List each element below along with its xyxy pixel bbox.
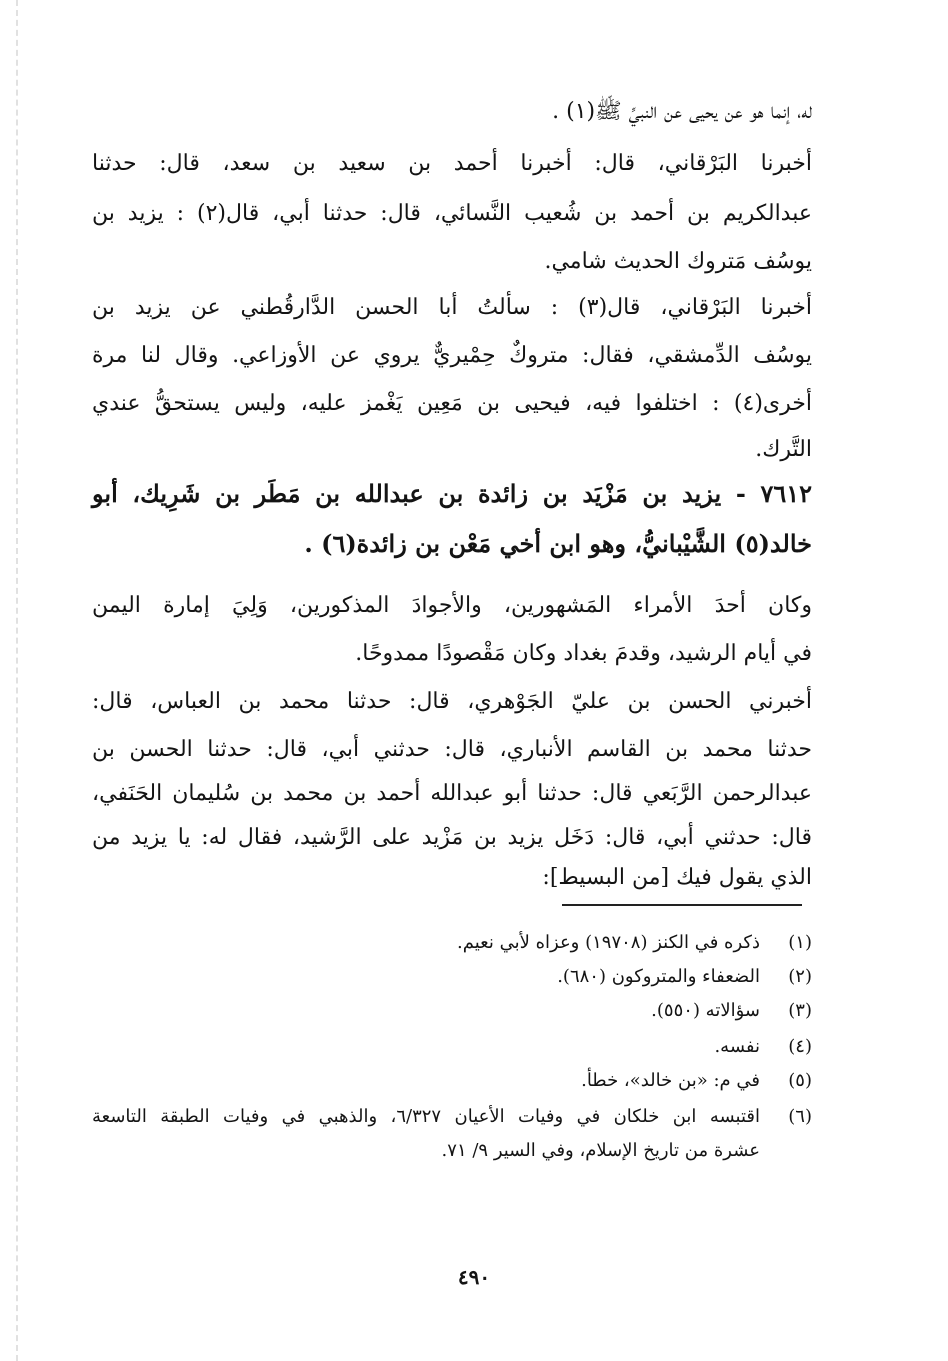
footnote-number-4: (٤)	[788, 1036, 812, 1057]
footnote-number-6: (٦)	[788, 1106, 812, 1127]
footnote-text-4: نفسه.	[714, 1036, 760, 1057]
footnote-text-5: في م: «بن خالد»، خطأ.	[581, 1070, 760, 1091]
footnote-separator	[562, 904, 802, 906]
footnote-text-3: سؤالاته (٥٥٠).	[651, 1000, 760, 1021]
text-line-4: يوسُف مَتروك الحديث شامي.	[544, 249, 812, 274]
page-number: ٤٩٠	[457, 1265, 491, 1289]
text-line-17: الذي يقول فيك [من البسيط]:	[542, 865, 812, 890]
footnote-number-2: (٢)	[788, 966, 812, 987]
text-line-1: له، إنما هو عن يحيى عن النبيِّ ﷺ(١) .	[552, 99, 812, 124]
footnote-text-6: اقتبسه ابن خلكان في وفيات الأعيان ٦/٣٢٧، والذهبي في وفيات الطبقة التاسعة	[92, 1106, 760, 1127]
footnote-text-1: ذكره في الكنز (١٩٧٠٨) وعزاه لأبي نعيم.	[457, 932, 760, 953]
footnote-number-5: (٥)	[788, 1070, 812, 1091]
entry-heading-line-2: خالد(٥) الشَّيْبانيُّ، وهو ابن أخي مَعْن بن زائدة(٦) .	[304, 529, 812, 558]
scan-margin-line	[16, 0, 18, 1361]
footnote-number-3: (٣)	[788, 1000, 812, 1021]
footnote-number-1: (١)	[788, 932, 812, 953]
footnote-text-6-continued: عشرة من تاريخ الإسلام، وفي السير ٩/ ٧١.	[441, 1140, 760, 1161]
text-line-2: أخبرنا البَرْقاني، قال: أخبرنا أحمد بن سعيد بن سعد، قال: حدثنا	[92, 151, 812, 176]
text-line-3: عبدالكريم بن أحمد بن شُعيب النَّسائي، قال: حدثنا أبي، قال(٢) : يزيد بن	[92, 201, 812, 226]
text-line-6: يوسُف الدِّمشقي، فقال: متروكٌ حِمْيريٌّ يروي عن الأوزاعي. وقال لنا مرة	[92, 343, 812, 368]
entry-heading-line-1: ٧٦١٢ - يزيد بن مَزْيَد بن زائدة بن عبدالله بن مَطَر بن شَرِيك، أبو	[92, 479, 812, 508]
text-line-7: أخرى(٤) : اختلفوا فيه، فيحيى بن مَعِين يَغْمز عليه، وليس يستحقُّ عندي	[92, 391, 812, 416]
text-line-16: قال: حدثني أبي، قال: دَخَل يزيد بن مَزْيد على الرَّشيد، فقال له: يا يزيد من	[92, 825, 812, 850]
text-line-11: وكان أحدَ الأمراء المَشهورين، والأجوادَ المذكورين، وَلِيَ إمارة اليمن	[92, 593, 812, 618]
text-line-14: حدثنا محمد بن القاسم الأنباري، قال: حدثني أبي، قال: حدثنا الحسن بن	[92, 737, 812, 762]
footnote-text-2: الضعفاء والمتروكون (٦٨٠).	[557, 966, 760, 987]
text-line-15: عبدالرحمن الرَّبَعي قال: حدثنا أبو عبدالله أحمد بن محمد بن سُليمان الحَنَفي،	[92, 781, 812, 806]
text-line-5: أخبرنا البَرْقاني، قال(٣) : سألتُ أبا الحسن الدَّارقُطني عن يزيد بن	[92, 295, 812, 320]
text-line-12: في أيام الرشيد، وقدمَ بغداد وكان مَقْصودًا ممدوحًا.	[355, 641, 812, 666]
text-line-8: التَّرك.	[755, 437, 812, 462]
text-line-13: أخبرني الحسن بن عليّ الجَوْهري، قال: حدثنا محمد بن العباس، قال:	[92, 689, 812, 714]
